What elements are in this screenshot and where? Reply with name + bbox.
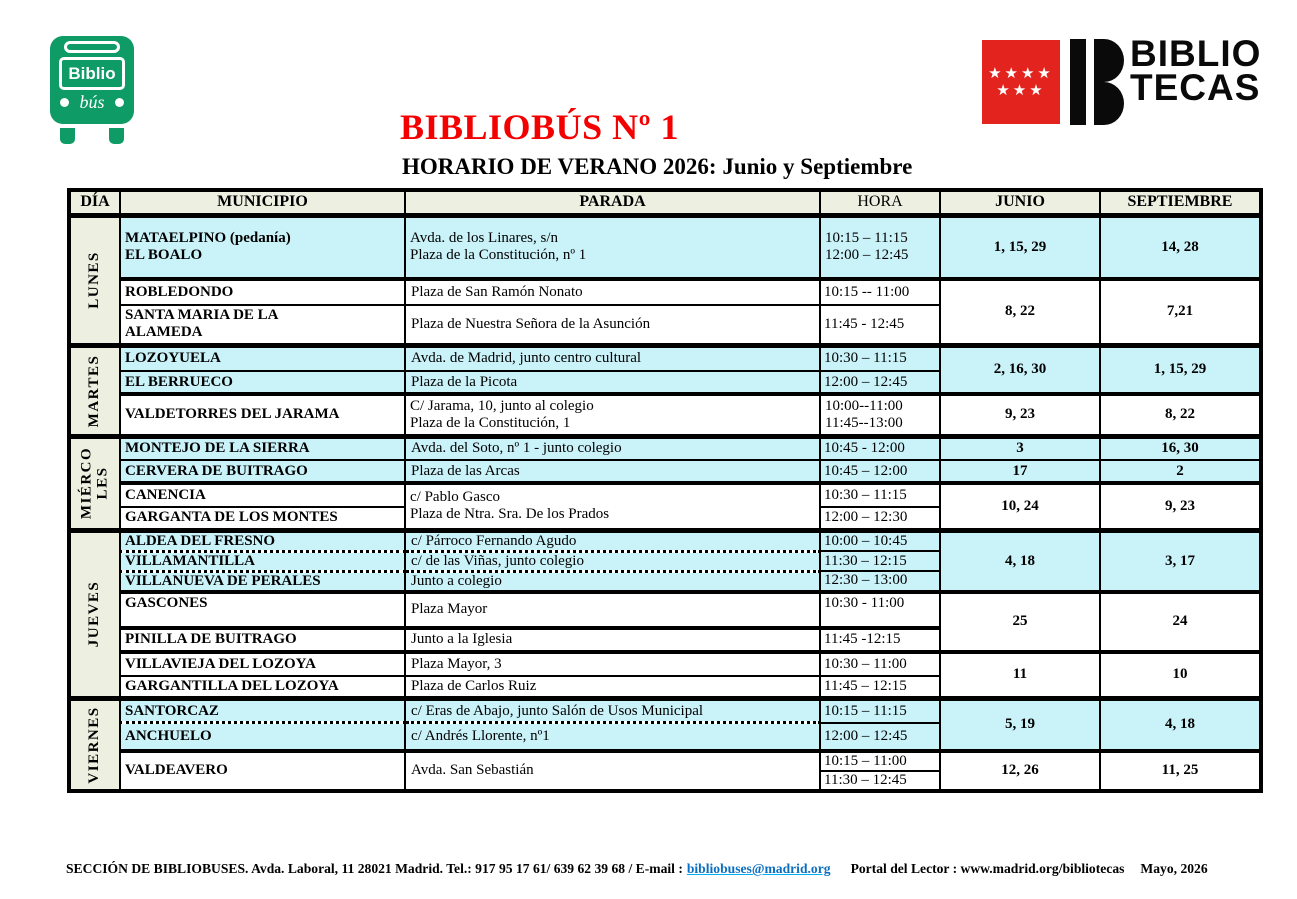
table-row: [69, 592, 1261, 628]
table-row: [69, 394, 1261, 436]
header-junio: JUNIO: [940, 190, 1100, 215]
municipio-cell: ROBLEDONDO: [120, 279, 405, 305]
parada-cell: Plaza de Nuestra Señora de la Asunción: [405, 305, 820, 345]
header-parada: PARADA: [405, 190, 820, 215]
hora-cell: 10:45 – 12:00: [820, 460, 940, 483]
table-row: [69, 751, 1261, 791]
hora-cell: 12:30 – 13:00: [820, 571, 940, 592]
hora-cell: 11:45 -12:15: [820, 628, 940, 652]
septiembre-cell: 11, 25: [1100, 751, 1261, 791]
footer-line: [66, 861, 1266, 877]
municipio-cell: CERVERA DE BUITRAGO: [120, 460, 405, 483]
hora-cell: 11:45 – 12:15: [820, 676, 940, 699]
footer-portal-text: Portal del Lector : www.madrid.org/bibliotecas: [850, 861, 1125, 876]
municipio-cell: VALDEAVERO: [120, 751, 405, 791]
municipio-cell: ANCHUELO: [120, 723, 405, 751]
septiembre-cell: 1, 15, 29: [1100, 345, 1261, 394]
day-cell-martes: MARTES: [69, 345, 120, 436]
municipio-cell: CANENCIA: [120, 483, 405, 507]
page-title: BIBLIOBÚS Nº 1: [400, 107, 679, 147]
parada-cell: Plaza de la Picota: [405, 371, 820, 394]
municipio-cell: VILLANUEVA DE PERALES: [120, 571, 405, 592]
bibliotecas-b-icon: [1070, 39, 1124, 125]
septiembre-cell: 10: [1100, 652, 1261, 699]
municipio-cell: VILLAMANTILLA: [120, 551, 405, 571]
flag-stars-row1: ★★★★: [988, 63, 1054, 82]
bus-script-label: bús: [79, 92, 105, 112]
municipio-cell: VILLAVIEJA DEL LOZOYA: [120, 652, 405, 676]
municipio-cell: LOZOYUELA: [120, 345, 405, 371]
parada-cell: Avda. San Sebastián: [405, 751, 820, 791]
parada-cell: Avda. de los Linares, s/n Plaza de la Constitución, nº 1: [405, 215, 820, 279]
parada-cell: Avda. de Madrid, junto centro cultural: [405, 345, 820, 371]
junio-cell: 5, 19: [940, 699, 1100, 751]
municipio-cell: PINILLA DE BUITRAGO: [120, 628, 405, 652]
parada-cell: Plaza de las Arcas: [405, 460, 820, 483]
footer-email-link[interactable]: bibliobuses@madrid.org: [686, 861, 831, 876]
table-row: [69, 699, 1261, 723]
municipio-cell: MONTEJO DE LA SIERRA: [120, 436, 405, 460]
parada-cell: Plaza de Carlos Ruiz: [405, 676, 820, 699]
flag-stars-row2: ★★★: [996, 81, 1046, 99]
table-row: [69, 530, 1261, 551]
footer-contact-text: SECCIÓN DE BIBLIOBUSES. Avda. Laboral, 11 28021 Madrid. Tel.: 917 95 17 61/ 639 62 39 68 / E-mail :: [66, 861, 683, 876]
municipio-cell: GARGANTA DE LOS MONTES: [120, 507, 405, 530]
parada-cell: c/ de las Viñas, junto colegio: [405, 551, 820, 571]
bus-wheel-left: [60, 128, 75, 144]
table-row: [69, 215, 1261, 279]
hora-cell: 10:15 – 11:15: [820, 699, 940, 723]
hora-cell: 10:30 – 11:00: [820, 652, 940, 676]
day-cell-miercoles: MIÉRCO LES: [69, 436, 120, 530]
schedule-table: [67, 188, 1263, 793]
bus-wheel-right: [109, 128, 124, 144]
page-subtitle: HORARIO DE VERANO 2026: Junio y Septiembre: [402, 154, 913, 179]
wordmark-line2: TECAS: [1130, 67, 1261, 109]
junio-cell: 1, 15, 29: [940, 215, 1100, 279]
hora-cell: 11:45 - 12:45: [820, 305, 940, 345]
hora-cell: 10:45 - 12:00: [820, 436, 940, 460]
hora-cell: 10:00--11:00 11:45--13:00: [820, 394, 940, 436]
parada-cell: Plaza Mayor, 3: [405, 652, 820, 676]
table-row: [69, 652, 1261, 676]
parada-cell: c/ Párroco Fernando Agudo: [405, 530, 820, 551]
bibliobus-logo: [46, 36, 138, 144]
header-septiembre: SEPTIEMBRE: [1100, 190, 1261, 215]
septiembre-cell: 8, 22: [1100, 394, 1261, 436]
day-cell-jueves: JUEVES: [69, 530, 120, 699]
table-row: [69, 460, 1261, 483]
bus-roof-shape: [64, 41, 120, 53]
junio-cell: 3: [940, 436, 1100, 460]
junio-cell: 25: [940, 592, 1100, 652]
hora-cell: 10:00 – 10:45: [820, 530, 940, 551]
municipio-cell: ALDEA DEL FRESNO: [120, 530, 405, 551]
bus-headlight-left: [60, 98, 69, 107]
municipio-cell: VALDETORRES DEL JARAMA: [120, 394, 405, 436]
hora-cell: 10:15 – 11:15 12:00 – 12:45: [820, 215, 940, 279]
wordmark-line1: BIBLIO: [1130, 33, 1262, 74]
municipio-cell: SANTA MARIA DE LA ALAMEDA: [120, 305, 405, 345]
parada-cell: Junto a colegio: [405, 571, 820, 592]
header-municipio: MUNICIPIO: [120, 190, 405, 215]
junio-cell: 8, 22: [940, 279, 1100, 345]
septiembre-cell: 9, 23: [1100, 483, 1261, 530]
septiembre-cell: 4, 18: [1100, 699, 1261, 751]
table-row: [69, 483, 1261, 507]
header-dia: DÍA: [69, 190, 120, 215]
junio-cell: 17: [940, 460, 1100, 483]
hora-cell: 10:30 - 11:00: [820, 592, 940, 628]
septiembre-cell: 24: [1100, 592, 1261, 652]
table-row: [69, 279, 1261, 305]
day-cell-viernes: VIERNES: [69, 699, 120, 791]
bus-headlight-right: [115, 98, 124, 107]
hora-cell: 12:00 – 12:30: [820, 507, 940, 530]
bibliotecas-wordmark: [1130, 33, 1262, 109]
parada-cell: c/ Andrés Llorente, nº1: [405, 723, 820, 751]
madrid-flag: [982, 40, 1060, 124]
day-cell-lunes: LUNES: [69, 215, 120, 345]
hora-cell: 10:15 – 11:00 11:30 – 12:45: [820, 751, 940, 791]
hora-cell: 11:30 – 12:15: [820, 551, 940, 571]
hora-cell: 10:15 -- 11:00: [820, 279, 940, 305]
header-row: [69, 190, 1261, 215]
junio-cell: 9, 23: [940, 394, 1100, 436]
septiembre-cell: 2: [1100, 460, 1261, 483]
municipio-cell: GARGANTILLA DEL LOZOYA: [120, 676, 405, 699]
hora-cell: 10:30 – 11:15: [820, 345, 940, 371]
parada-cell: Plaza de San Ramón Nonato: [405, 279, 820, 305]
junio-cell: 4, 18: [940, 530, 1100, 592]
junio-cell: 2, 16, 30: [940, 345, 1100, 394]
parada-cell: c/ Eras de Abajo, junto Salón de Usos Municipal: [405, 699, 820, 723]
parada-cell: Junto a la Iglesia: [405, 628, 820, 652]
junio-cell: 12, 26: [940, 751, 1100, 791]
septiembre-cell: 7,21: [1100, 279, 1261, 345]
septiembre-cell: 3, 17: [1100, 530, 1261, 592]
table-row: [69, 345, 1261, 371]
municipio-cell: GASCONES: [120, 592, 405, 628]
septiembre-cell: 16, 30: [1100, 436, 1261, 460]
parada-cell: Avda. del Soto, nº 1 - junto colegio: [405, 436, 820, 460]
parada-cell: c/ Pablo Gasco Plaza de Ntra. Sra. De los Prados: [405, 483, 820, 530]
junio-cell: 11: [940, 652, 1100, 699]
septiembre-cell: 14, 28: [1100, 215, 1261, 279]
header-hora: HORA: [820, 190, 940, 215]
bus-icon: [50, 36, 134, 124]
bus-window-label: Biblio: [59, 57, 125, 90]
municipio-cell: MATAELPINO (pedanía) EL BOALO: [120, 215, 405, 279]
junio-cell: 10, 24: [940, 483, 1100, 530]
hora-cell: 12:00 – 12:45: [820, 371, 940, 394]
parada-cell: C/ Jarama, 10, junto al colegio Plaza de la Constitución, 1: [405, 394, 820, 436]
parada-cell: Plaza Mayor: [405, 592, 820, 628]
hora-cell: 10:30 – 11:15: [820, 483, 940, 507]
municipio-cell: SANTORCAZ: [120, 699, 405, 723]
footer-date-text: Mayo, 2026: [1140, 861, 1208, 876]
municipio-cell: EL BERRUECO: [120, 371, 405, 394]
table-row: [69, 436, 1261, 460]
hora-cell: 12:00 – 12:45: [820, 723, 940, 751]
